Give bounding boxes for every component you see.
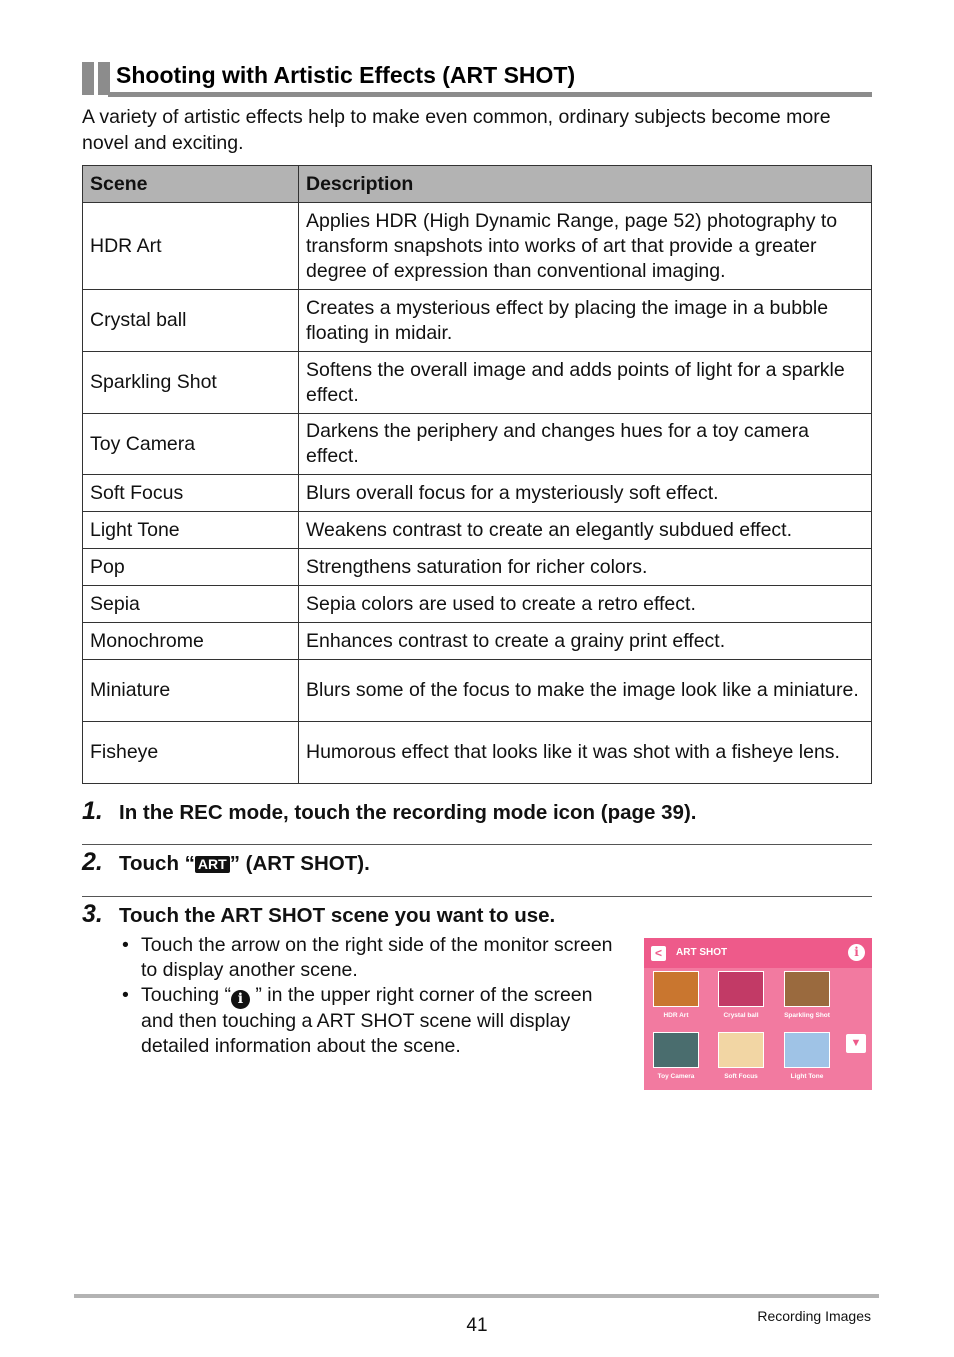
scene-tile-light-tone[interactable]: [784, 1032, 830, 1068]
page-number: 41: [466, 1315, 488, 1336]
step-number: 2.: [82, 848, 103, 876]
scene-cell: Miniature: [83, 660, 299, 722]
table-row: [83, 549, 872, 586]
step-text-part: Touch “: [119, 852, 195, 875]
scene-tile-label: Sparkling Shot: [784, 1012, 830, 1019]
description-cell: Humorous effect that looks like it was shot with a fisheye lens.: [299, 722, 872, 784]
scene-cell: Fisheye: [83, 722, 299, 784]
bullet-text: Touch the arrow on the right side of the monitor screen to display another scene.: [141, 934, 613, 981]
art-shot-screen-illustration: [644, 938, 872, 1090]
info-icon[interactable]: i: [848, 944, 865, 961]
page-title: Shooting with Artistic Effects (ART SHOT): [116, 62, 576, 88]
table-header-row: [83, 166, 872, 203]
scroll-down-arrow-icon[interactable]: ▼: [846, 1034, 866, 1053]
step-number: 1.: [82, 797, 103, 825]
table-row: [83, 660, 872, 722]
heading-bar-decoration: [82, 62, 94, 95]
table-row: [83, 203, 872, 290]
art-shot-icon: ART: [195, 856, 230, 873]
screen-title: ART SHOT: [676, 947, 728, 958]
scene-tile-label: Crystal ball: [723, 1012, 759, 1019]
scene-cell: Sparkling Shot: [83, 352, 299, 414]
table-row: [83, 623, 872, 660]
scene-tile-toy-camera[interactable]: [653, 1032, 699, 1068]
description-cell: Creates a mysterious effect by placing the image in a bubble floating in midair.: [299, 290, 872, 352]
heading-bar-decoration: [98, 62, 110, 95]
intro-paragraph: A variety of artistic effects help to make even common, ordinary subjects become more novel and exciting.: [82, 106, 831, 154]
description-cell: Strengthens saturation for richer colors.: [299, 549, 872, 586]
table-row: [83, 722, 872, 784]
info-icon: i: [231, 990, 250, 1009]
art-shot-scene-table: [82, 165, 872, 784]
scene-tile-hdr-art[interactable]: [653, 971, 699, 1007]
heading-underline: [108, 92, 872, 97]
bullet-text: [141, 984, 593, 1057]
scene-cell: Pop: [83, 549, 299, 586]
description-cell: Blurs some of the focus to make the image look like a miniature.: [299, 660, 872, 722]
bullet-dot: •: [122, 934, 129, 956]
step-divider: [82, 896, 872, 897]
chevron-left-icon[interactable]: <: [651, 946, 666, 961]
column-header-description: Description: [299, 166, 872, 203]
table-row: [83, 512, 872, 549]
step-text: [119, 852, 370, 876]
bullet-item: [122, 933, 622, 983]
scene-tile-label: Light Tone: [790, 1073, 824, 1080]
step-text: Touch the ART SHOT scene you want to use.: [119, 904, 556, 927]
description-cell: Blurs overall focus for a mysteriously soft effect.: [299, 475, 872, 512]
bullet-dot: •: [122, 984, 129, 1006]
description-cell: Weakens contrast to create an elegantly subdued effect.: [299, 512, 872, 549]
scene-tile-soft-focus[interactable]: [718, 1032, 764, 1068]
step-divider: [82, 844, 872, 845]
step-number: 3.: [82, 900, 103, 928]
footer-section-title: Recording Images: [757, 1308, 871, 1324]
description-cell: Darkens the periphery and changes hues for a toy camera effect.: [299, 414, 872, 475]
bullet-item: [122, 983, 622, 1059]
table-row: [83, 586, 872, 623]
footer-divider: [74, 1294, 879, 1298]
step-text-part: ” (ART SHOT).: [229, 852, 370, 875]
scene-tile-sparkling-shot[interactable]: [784, 971, 830, 1007]
description-cell: Enhances contrast to create a grainy print effect.: [299, 623, 872, 660]
scene-cell: Monochrome: [83, 623, 299, 660]
description-cell: Softens the overall image and adds points of light for a sparkle effect.: [299, 352, 872, 414]
step-text: In the REC mode, touch the recording mode icon (page 39).: [119, 801, 697, 824]
description-cell: Applies HDR (High Dynamic Range, page 52) photography to transform snapshots into works of art that provide a greater degree of expression than conventional imaging.: [299, 203, 872, 290]
description-cell: Sepia colors are used to create a retro effect.: [299, 586, 872, 623]
scene-cell: Sepia: [83, 586, 299, 623]
bullet-text-part: ” in the upper right corner of the screen and then touching a ART SHOT scene will display detailed information about the scene.: [141, 984, 593, 1057]
table-row: [83, 475, 872, 512]
table-row: [83, 290, 872, 352]
table-row: [83, 414, 872, 475]
scene-tile-crystal-ball[interactable]: [718, 971, 764, 1007]
column-header-scene: Scene: [83, 166, 299, 203]
scene-tile-label: Toy Camera: [657, 1073, 695, 1080]
bullet-text-part: Touching “: [141, 984, 231, 1006]
scene-tile-label: HDR Art: [663, 1012, 689, 1019]
scene-cell: HDR Art: [83, 203, 299, 290]
table-row: [83, 352, 872, 414]
scene-tile-label: Soft Focus: [724, 1073, 758, 1080]
scene-cell: Crystal ball: [83, 290, 299, 352]
step-3-notes: [122, 933, 622, 1059]
scene-cell: Toy Camera: [83, 414, 299, 475]
section-heading: [82, 58, 872, 97]
scene-cell: Light Tone: [83, 512, 299, 549]
scene-cell: Soft Focus: [83, 475, 299, 512]
